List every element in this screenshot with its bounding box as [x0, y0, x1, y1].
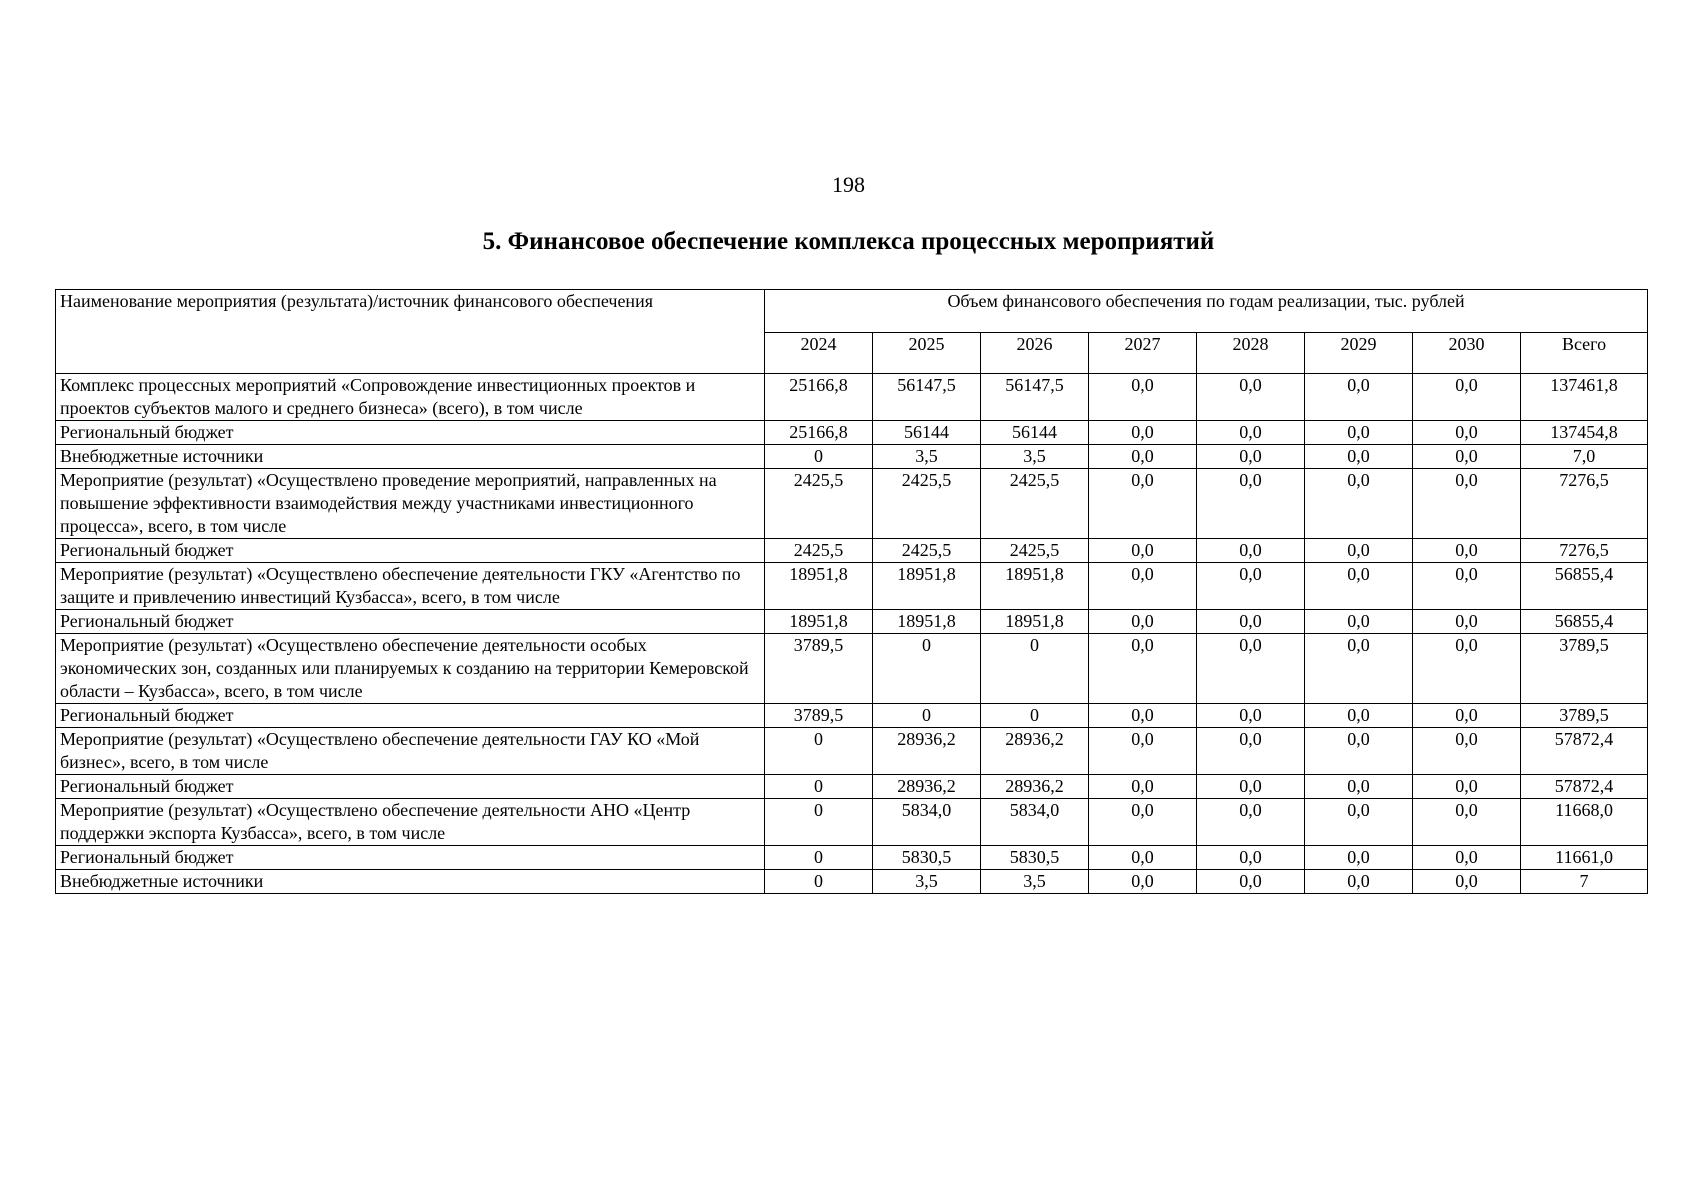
value-cell: 0,0 — [1089, 870, 1197, 894]
name-column-header: Наименование мероприятия (результата)/источник финансового обеспечения — [56, 290, 765, 374]
value-cell: 56147,5 — [981, 374, 1089, 421]
value-cell: 5834,0 — [981, 799, 1089, 846]
value-cell: 0,0 — [1305, 870, 1413, 894]
row-label: Внебюджетные источники — [56, 870, 765, 894]
row-label: Мероприятие (результат) «Осуществлено обеспечение деятельности ГКУ «Агентство по защите и привлечению инвестиций Кузбасса», всего, в том числе — [56, 563, 765, 610]
page-number: 198 — [832, 172, 865, 197]
value-cell: 0,0 — [1305, 610, 1413, 634]
year-column-header: Всего — [1521, 333, 1648, 374]
value-cell: 0,0 — [1413, 846, 1521, 870]
value-cell: 5830,5 — [981, 846, 1089, 870]
value-cell: 0,0 — [1089, 775, 1197, 799]
row-label: Региональный бюджет — [56, 775, 765, 799]
value-cell: 0,0 — [1197, 421, 1305, 445]
value-cell: 0 — [765, 870, 873, 894]
value-cell: 25166,8 — [765, 374, 873, 421]
year-column-header: 2030 — [1413, 333, 1521, 374]
value-cell: 18951,8 — [873, 563, 981, 610]
value-cell: 57872,4 — [1521, 775, 1648, 799]
value-cell: 0,0 — [1305, 799, 1413, 846]
row-label: Внебюджетные источники — [56, 445, 765, 469]
value-cell: 18951,8 — [765, 563, 873, 610]
value-cell: 0,0 — [1197, 634, 1305, 704]
value-cell: 0 — [765, 775, 873, 799]
value-cell: 0,0 — [1089, 728, 1197, 775]
value-cell: 3,5 — [873, 445, 981, 469]
row-label: Мероприятие (результат) «Осуществлено обеспечение деятельности особых экономических зон, созданных или планируемых к созданию на территории Кемеровской области – Кузбасса», всего, в том числе — [56, 634, 765, 704]
value-cell: 2425,5 — [873, 469, 981, 539]
value-cell: 0,0 — [1413, 870, 1521, 894]
financing-table — [55, 289, 1648, 894]
value-cell: 0,0 — [1197, 704, 1305, 728]
row-label: Региональный бюджет — [56, 846, 765, 870]
value-cell: 3,5 — [981, 445, 1089, 469]
value-cell: 0,0 — [1089, 539, 1197, 563]
value-cell: 25166,8 — [765, 421, 873, 445]
table-row — [56, 421, 1648, 445]
value-cell: 0,0 — [1413, 704, 1521, 728]
value-cell: 28936,2 — [873, 775, 981, 799]
value-cell: 0,0 — [1089, 469, 1197, 539]
table-row — [56, 445, 1648, 469]
value-cell: 0,0 — [1413, 634, 1521, 704]
value-cell: 0 — [981, 634, 1089, 704]
table-row — [56, 634, 1648, 704]
value-cell: 0,0 — [1197, 610, 1305, 634]
year-column-header: 2028 — [1197, 333, 1305, 374]
value-cell: 18951,8 — [981, 563, 1089, 610]
value-cell: 0,0 — [1305, 634, 1413, 704]
row-label: Региональный бюджет — [56, 610, 765, 634]
value-cell: 0,0 — [1197, 563, 1305, 610]
value-cell: 0,0 — [1413, 799, 1521, 846]
year-column-header: 2026 — [981, 333, 1089, 374]
value-cell: 18951,8 — [765, 610, 873, 634]
table-body — [56, 374, 1648, 894]
row-label: Комплекс процессных мероприятий «Сопровождение инвестиционных проектов и проектов субъектов малого и среднего бизнеса» (всего), в том числе — [56, 374, 765, 421]
value-cell: 0,0 — [1089, 846, 1197, 870]
table-header — [56, 290, 1648, 374]
value-cell: 0,0 — [1305, 539, 1413, 563]
value-cell: 0,0 — [1413, 374, 1521, 421]
value-cell: 11668,0 — [1521, 799, 1648, 846]
value-cell: 3789,5 — [765, 634, 873, 704]
value-cell: 56855,4 — [1521, 610, 1648, 634]
value-cell: 5830,5 — [873, 846, 981, 870]
value-cell: 137454,8 — [1521, 421, 1648, 445]
value-cell: 56144 — [873, 421, 981, 445]
value-cell: 137461,8 — [1521, 374, 1648, 421]
value-cell: 0,0 — [1413, 610, 1521, 634]
value-cell: 28936,2 — [981, 728, 1089, 775]
row-label: Мероприятие (результат) «Осуществлено обеспечение деятельности АНО «Центр поддержки экспорта Кузбасса», всего, в том числе — [56, 799, 765, 846]
value-cell: 0 — [765, 799, 873, 846]
value-cell: 0,0 — [1305, 421, 1413, 445]
value-cell: 3789,5 — [1521, 634, 1648, 704]
value-cell: 0,0 — [1089, 445, 1197, 469]
table-row — [56, 610, 1648, 634]
year-column-header: 2024 — [765, 333, 873, 374]
value-cell: 0,0 — [1089, 704, 1197, 728]
value-cell: 0,0 — [1305, 704, 1413, 728]
page-title: 5. Финансовое обеспечение комплекса процессных мероприятий — [482, 228, 1215, 255]
value-cell: 0,0 — [1089, 563, 1197, 610]
table-row — [56, 728, 1648, 775]
value-cell: 7,0 — [1521, 445, 1648, 469]
value-cell: 0 — [765, 445, 873, 469]
table-row — [56, 374, 1648, 421]
value-cell: 0,0 — [1305, 775, 1413, 799]
value-cell: 0,0 — [1197, 728, 1305, 775]
table-row — [56, 799, 1648, 846]
value-cell: 7 — [1521, 870, 1648, 894]
value-cell: 5834,0 — [873, 799, 981, 846]
value-cell: 0 — [873, 704, 981, 728]
value-cell: 0,0 — [1197, 539, 1305, 563]
row-label: Мероприятие (результат) «Осуществлено проведение мероприятий, направленных на повышение эффективности взаимодействия между участниками инвестиционного процесса», всего, в том числе — [56, 469, 765, 539]
value-cell: 7276,5 — [1521, 469, 1648, 539]
value-cell: 3789,5 — [765, 704, 873, 728]
value-cell: 0,0 — [1089, 421, 1197, 445]
value-cell: 7276,5 — [1521, 539, 1648, 563]
value-cell: 2425,5 — [873, 539, 981, 563]
value-cell: 0,0 — [1413, 563, 1521, 610]
value-cell: 0 — [765, 846, 873, 870]
value-cell: 0,0 — [1197, 846, 1305, 870]
value-cell: 0,0 — [1197, 775, 1305, 799]
value-cell: 0,0 — [1413, 775, 1521, 799]
table-row — [56, 870, 1648, 894]
value-cell: 0,0 — [1197, 469, 1305, 539]
row-label: Региональный бюджет — [56, 539, 765, 563]
value-cell: 18951,8 — [873, 610, 981, 634]
value-cell: 0,0 — [1413, 469, 1521, 539]
value-cell: 0 — [873, 634, 981, 704]
year-column-header: 2025 — [873, 333, 981, 374]
value-cell: 2425,5 — [765, 469, 873, 539]
table-row — [56, 469, 1648, 539]
value-cell: 2425,5 — [765, 539, 873, 563]
value-cell: 0,0 — [1197, 374, 1305, 421]
value-cell: 3,5 — [873, 870, 981, 894]
value-cell: 0,0 — [1089, 374, 1197, 421]
year-column-header: 2029 — [1305, 333, 1413, 374]
value-cell: 0,0 — [1305, 445, 1413, 469]
value-cell: 0,0 — [1089, 634, 1197, 704]
value-cell: 0,0 — [1197, 445, 1305, 469]
row-label: Региональный бюджет — [56, 704, 765, 728]
table-row — [56, 704, 1648, 728]
value-cell: 0 — [765, 728, 873, 775]
year-column-header: 2027 — [1089, 333, 1197, 374]
value-cell: 0,0 — [1305, 374, 1413, 421]
row-label: Региональный бюджет — [56, 421, 765, 445]
value-cell: 56147,5 — [873, 374, 981, 421]
table-row — [56, 563, 1648, 610]
value-cell: 0,0 — [1413, 445, 1521, 469]
value-cell: 56144 — [981, 421, 1089, 445]
value-cell: 28936,2 — [873, 728, 981, 775]
value-cell: 0,0 — [1305, 846, 1413, 870]
value-cell: 0,0 — [1413, 421, 1521, 445]
value-cell: 0,0 — [1305, 563, 1413, 610]
table-row — [56, 775, 1648, 799]
value-cell: 0,0 — [1197, 799, 1305, 846]
funding-group-header: Объем финансового обеспечения по годам реализации, тыс. рублей — [765, 290, 1648, 333]
value-cell: 0 — [981, 704, 1089, 728]
value-cell: 56855,4 — [1521, 563, 1648, 610]
value-cell: 28936,2 — [981, 775, 1089, 799]
value-cell: 3789,5 — [1521, 704, 1648, 728]
value-cell: 0,0 — [1413, 728, 1521, 775]
value-cell: 2425,5 — [981, 469, 1089, 539]
value-cell: 0,0 — [1089, 799, 1197, 846]
value-cell: 3,5 — [981, 870, 1089, 894]
value-cell: 0,0 — [1413, 539, 1521, 563]
value-cell: 0,0 — [1305, 469, 1413, 539]
value-cell: 2425,5 — [981, 539, 1089, 563]
table-row — [56, 846, 1648, 870]
value-cell: 11661,0 — [1521, 846, 1648, 870]
value-cell: 0,0 — [1089, 610, 1197, 634]
table-row — [56, 539, 1648, 563]
row-label: Мероприятие (результат) «Осуществлено обеспечение деятельности ГАУ КО «Мой бизнес», всего, в том числе — [56, 728, 765, 775]
value-cell: 0,0 — [1197, 870, 1305, 894]
value-cell: 18951,8 — [981, 610, 1089, 634]
value-cell: 57872,4 — [1521, 728, 1648, 775]
value-cell: 0,0 — [1305, 728, 1413, 775]
